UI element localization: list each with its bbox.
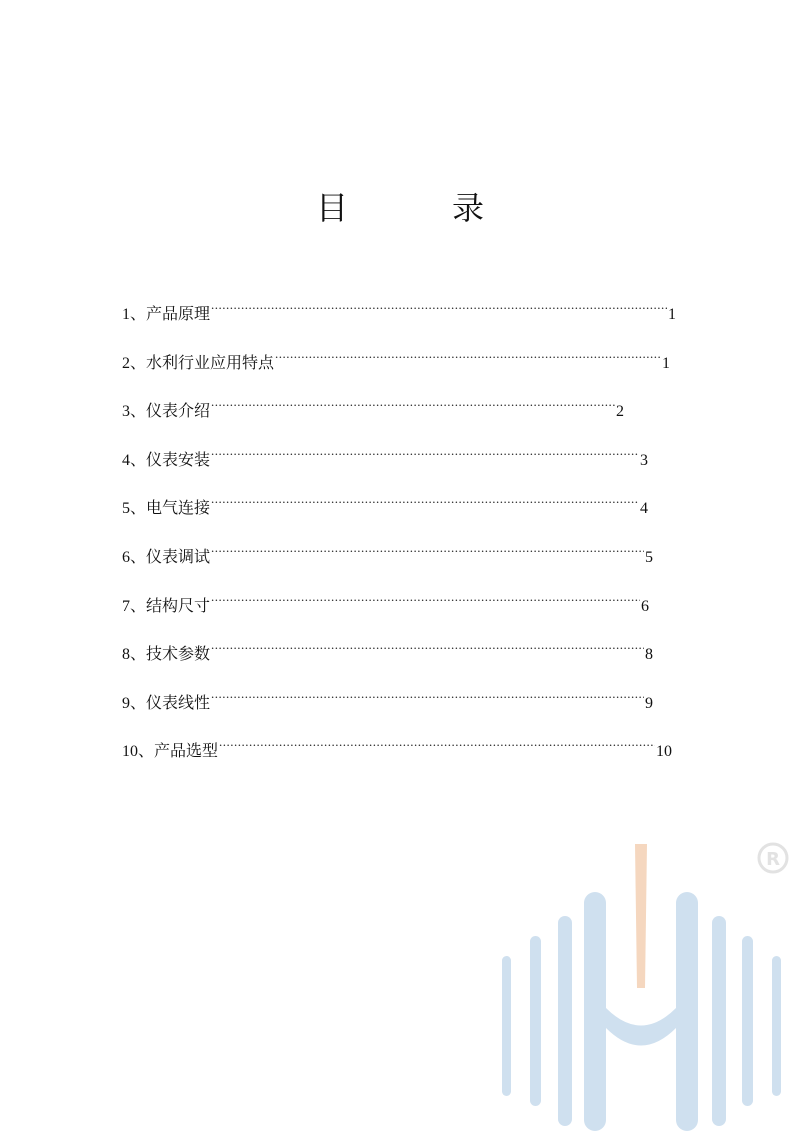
- toc-entry-label: 技术参数: [146, 644, 211, 664]
- toc-entry-number: 3、: [122, 403, 147, 421]
- watermark-bar: [584, 892, 606, 1131]
- toc-entry[interactable]: [122, 541, 653, 590]
- toc-title: 目 录: [315, 189, 520, 227]
- toc-entry-number: 7、: [122, 597, 147, 615]
- toc-entry-page: 6: [641, 597, 649, 615]
- toc-leader-dots: [211, 643, 644, 659]
- toc-entry-label: 产品选型: [154, 741, 219, 761]
- toc-entry[interactable]: [122, 687, 653, 736]
- toc-entry-number: 8、: [122, 646, 147, 664]
- watermark-bar: [742, 936, 753, 1106]
- toc-entry-page: 1: [662, 354, 670, 372]
- toc-entry-number: 5、: [122, 500, 147, 518]
- toc-entry[interactable]: [122, 444, 648, 493]
- toc-entry[interactable]: [122, 590, 649, 639]
- toc-entry-label: 产品原理: [146, 304, 211, 323]
- toc-entry[interactable]: [122, 298, 676, 347]
- toc-entry-page: 10: [656, 743, 672, 761]
- watermark-bar: [676, 892, 698, 1131]
- toc-leader-dots: [211, 449, 639, 465]
- watermark-needle: [635, 844, 647, 988]
- toc-entry-label: 电气连接: [146, 498, 211, 518]
- toc-entry-page: 4: [640, 500, 648, 518]
- toc-leader-dots: [211, 692, 644, 708]
- toc-entry[interactable]: [122, 638, 653, 687]
- toc-entry-label: 仪表介绍: [146, 401, 211, 421]
- toc-entry-page: 2: [616, 403, 624, 421]
- registered-mark-letter: R: [766, 849, 780, 870]
- toc-entry[interactable]: [122, 347, 670, 396]
- watermark-bar: [530, 936, 541, 1106]
- watermark-bar: [558, 916, 572, 1126]
- watermark-bar: [502, 956, 511, 1096]
- toc-entry-number: 1、: [122, 306, 147, 323]
- toc-entry-label: 仪表线性: [146, 692, 211, 712]
- toc-list: [122, 298, 676, 784]
- toc-entry-number: 6、: [122, 548, 147, 566]
- toc-entry[interactable]: [122, 395, 624, 444]
- toc-entry-page: 8: [645, 646, 653, 664]
- toc-leader-dots: [211, 400, 615, 416]
- toc-entry-label: 仪表调试: [146, 546, 211, 566]
- toc-leader-dots: [219, 740, 655, 756]
- toc-entry-page: 9: [645, 694, 653, 712]
- toc-entry[interactable]: [122, 735, 672, 784]
- company-logo-watermark-icon: [496, 838, 796, 1131]
- toc-entry-page: 1: [668, 306, 676, 323]
- toc-leader-dots: [211, 497, 639, 513]
- toc-entry-number: 4、: [122, 451, 147, 469]
- toc-leader-dots: [275, 352, 661, 368]
- toc-leader-dots: [211, 546, 644, 562]
- toc-entry-label: 结构尺寸: [146, 595, 211, 615]
- toc-entry-page: 5: [645, 548, 653, 566]
- toc-entry-number: 9、: [122, 694, 147, 712]
- toc-leader-dots: [211, 303, 667, 319]
- toc-entry-page: 3: [640, 451, 648, 469]
- toc-entry-number: 2、: [122, 354, 147, 372]
- watermark-bar: [772, 956, 781, 1096]
- watermark-crossbar: [606, 1008, 676, 1046]
- toc-entry-label: 水利行业应用特点: [146, 352, 275, 372]
- toc-entry-number: 10、: [122, 743, 155, 761]
- toc-entry[interactable]: [122, 492, 648, 541]
- toc-entry-label: 仪表安装: [146, 449, 211, 469]
- watermark-bar: [712, 916, 726, 1126]
- toc-leader-dots: [211, 595, 640, 611]
